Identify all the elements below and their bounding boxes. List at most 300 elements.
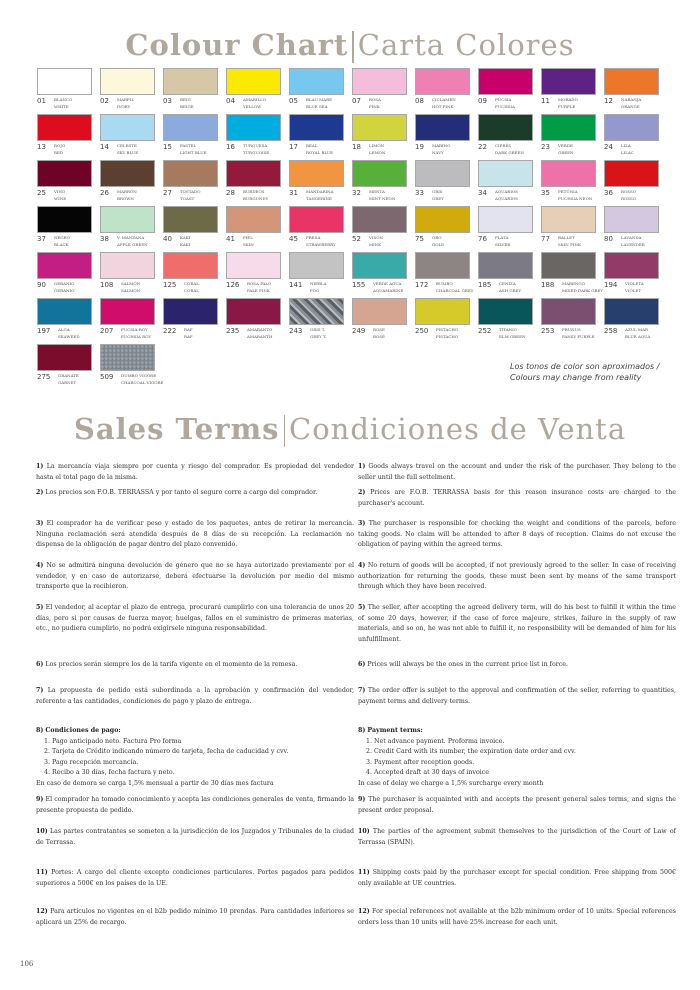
term-text: For special references not available at the b2b minimum order of 10 units. Special references orders less than 10 units will have 25% increase for each unit.	[358, 908, 676, 926]
swatch-name-es: PRUNUS	[562, 327, 581, 332]
swatch-name-es: LIMÓN	[369, 143, 385, 148]
colour-swatch	[478, 160, 541, 206]
colour-swatch	[289, 252, 352, 298]
colour-swatch	[604, 206, 667, 252]
colour-swatch	[37, 160, 100, 206]
swatch-row	[37, 252, 667, 298]
colour-swatch	[352, 68, 415, 114]
swatch-name-en: SKY BLUE	[117, 150, 139, 155]
sales-term-item	[36, 907, 354, 928]
swatch-name-en: AQUARIOS	[495, 196, 518, 201]
payment-option: 2. Credit Card with its number, the expiration date order and cvv.	[366, 748, 576, 755]
swatch-color-box	[163, 114, 218, 141]
swatch-name-en: FUCHSIA NEON	[558, 196, 593, 201]
swatch-name-en: DARK GREEN	[495, 150, 524, 155]
swatch-color-box	[352, 68, 407, 95]
colour-swatch	[37, 114, 100, 160]
term-text: El comprador ha tomado conocimiento y acepta las condiciones generales de venta, firmando la presente propuesta de pedido.	[36, 796, 354, 814]
term-text: The purchaser is responsible for checking the weight and conditions of the parcels, before taking goods. No claim will be attended to after 8 days of reception. Claims do not excuse the obligation of paying within the agreed terms.	[358, 520, 676, 548]
swatch-color-box	[415, 206, 470, 233]
swatch-name-en: BEIGE	[180, 104, 194, 109]
swatch-code: 32	[352, 189, 361, 197]
swatch-name-en: WINE	[54, 196, 67, 201]
note-line-en: Colours may change from reality	[510, 373, 642, 382]
swatch-color-box	[541, 206, 596, 233]
term-heading: Condiciones de pago:	[45, 727, 121, 734]
swatch-code: 38	[100, 235, 109, 243]
swatch-name-es: SALMÓN	[121, 281, 141, 286]
swatch-code: 19	[415, 143, 424, 151]
colour-swatch	[100, 114, 163, 160]
sales-term-item	[36, 561, 354, 593]
term-number: 4)	[36, 562, 44, 569]
colour-swatch	[478, 114, 541, 160]
colour-swatch	[415, 68, 478, 114]
swatch-name-en: MINK	[369, 242, 382, 247]
colour-swatch	[352, 298, 415, 344]
colour-swatch	[541, 160, 604, 206]
colour-swatch	[604, 252, 667, 298]
term-text: The seller, after accepting the agreed delivery term, will do his best to fulfill it within the time of some 20 days, however, if the case of force majeure, strikes, failure in the supply of raw materials, and so on, he was not able to fulfill it, no responsibility will be demanded of him for his unfulfillment.	[358, 604, 676, 643]
swatch-row	[37, 68, 667, 114]
swatch-code: 37	[37, 235, 46, 243]
swatch-code: 09	[478, 97, 487, 105]
swatch-name-en: IVORY	[117, 104, 131, 109]
swatch-color-box	[100, 68, 155, 95]
swatch-name-en: HOT PINK	[432, 104, 454, 109]
title-divider	[352, 31, 354, 63]
colour-swatch	[289, 68, 352, 114]
swatch-color-box	[100, 206, 155, 233]
swatch-color-box	[478, 68, 533, 95]
term-number: 9)	[358, 796, 366, 803]
swatch-name-es: V. MANZANA	[117, 235, 145, 240]
swatch-code: 36	[604, 189, 613, 197]
swatch-code: 253	[541, 327, 555, 335]
sales-term-item	[36, 686, 354, 707]
swatch-name-en: ELM GREEN	[499, 334, 526, 339]
colour-swatch	[289, 206, 352, 252]
swatch-code: 34	[478, 189, 487, 197]
colour-swatch	[100, 344, 163, 390]
colour-swatch	[100, 298, 163, 344]
term-number: 2)	[358, 489, 366, 496]
swatch-name-en: GREY T.	[310, 334, 327, 339]
swatch-name-en: FUCHSIA ROY	[121, 334, 152, 339]
swatch-code: 40	[163, 235, 172, 243]
term-text: No se admitirá ninguna devolución de género que no se haya autorizado previamente por el vendedor, y en caso de autorizarse, deberá efectuarse la devolución por medio del mismo transporte que la recibieron.	[36, 562, 354, 590]
colour-swatch	[289, 298, 352, 344]
swatch-row	[37, 298, 667, 344]
payment-option: 1. Net advance payment. Proforma invoice.	[366, 737, 505, 745]
swatch-color-box	[604, 206, 659, 233]
swatch-code: 76	[478, 235, 487, 243]
colour-swatch	[163, 160, 226, 206]
term-number: 6)	[358, 661, 366, 668]
swatch-name-es: MARENGO	[562, 281, 585, 286]
swatch-color-box	[163, 160, 218, 187]
swatch-name-es: AQUARIOS	[495, 189, 518, 194]
colour-swatch	[478, 68, 541, 114]
swatch-color-box	[289, 114, 344, 141]
swatch-name-es: MARINO	[432, 143, 451, 148]
swatch-code: 185	[478, 281, 492, 289]
sales-term-item	[36, 462, 354, 483]
term-text: Prices will always be the ones in the current price list in force.	[367, 661, 569, 668]
colour-swatch	[541, 68, 604, 114]
colour-swatch	[541, 298, 604, 344]
payment-option: 1. Pago anticipado neto. Factura Pro forma	[44, 737, 182, 745]
swatch-name-es: REAL	[306, 143, 318, 148]
swatch-name-en: LAVENDER	[621, 242, 645, 247]
term-number: 1)	[358, 463, 366, 470]
term-number: 2)	[36, 489, 44, 496]
swatch-code: 07	[352, 97, 361, 105]
term-number: 3)	[36, 520, 44, 527]
payment-option: 3. Payment after reception goods.	[366, 758, 475, 766]
swatch-name-en: ROSÉ	[373, 334, 385, 339]
term-text: Shipping costs paid by the purchaser except for special condition. Free shipping from 500€ only available at UE countries.	[358, 869, 676, 887]
swatch-color-box	[352, 298, 407, 325]
sales-term-item	[358, 660, 676, 671]
swatch-color-box	[289, 68, 344, 95]
term-number: 8)	[36, 727, 44, 734]
swatch-name-es: MENTA	[369, 189, 385, 194]
sales-term-item	[358, 868, 676, 889]
swatch-code: 08	[415, 97, 424, 105]
colour-swatch	[352, 114, 415, 160]
swatch-code: 04	[226, 97, 235, 105]
term-number: 11)	[358, 869, 370, 876]
swatch-name-es: BEIG	[180, 97, 191, 102]
term-text: Portes: A cargo del cliente excepto condiciones particulares. Portes pagados para pedidos superiores a 500€ en los países de la UE.	[36, 869, 354, 887]
swatch-name-en: SALMON	[121, 288, 141, 293]
swatch-name-en: CHARCOAL GREY	[436, 288, 474, 293]
swatch-name-en: NAVY	[432, 150, 444, 155]
colour-swatch	[37, 298, 100, 344]
colour-swatch	[604, 298, 667, 344]
swatch-name-en: PISTACHO	[436, 334, 459, 339]
swatch-name-es: LILA	[621, 143, 631, 148]
swatch-name-en: BROWN	[117, 196, 134, 201]
sales-term-item	[36, 868, 354, 889]
swatch-name-es: NEGRO	[54, 235, 70, 240]
term-text: In case of delay we charge a 1,5% surcharge every month	[358, 779, 544, 787]
sales-term-item	[36, 827, 354, 848]
swatch-code: 194	[604, 281, 618, 289]
swatch-code: 05	[289, 97, 298, 105]
swatch-name-en: RAF	[184, 334, 193, 339]
colour-swatch	[541, 114, 604, 160]
swatch-color-box	[37, 114, 92, 141]
swatch-name-es: GERANIO	[54, 281, 75, 286]
swatch-name-en: ROYAL BLUE	[306, 150, 334, 155]
swatch-color-box	[541, 298, 596, 325]
term-text: La mercancía viaja siempre por cuenta y riesgo del comprador. Es propiedad del vendedor hasta el total pago de la misma.	[36, 463, 354, 481]
swatch-code: 235	[226, 327, 240, 335]
swatch-code: 28	[226, 189, 235, 197]
term-number: 10)	[36, 828, 48, 835]
swatch-color-box	[478, 298, 533, 325]
swatch-name-en: CORAL	[184, 288, 199, 293]
swatch-name-es: AMARANTO	[247, 327, 273, 332]
swatch-color-box	[226, 206, 281, 233]
colour-swatch	[163, 252, 226, 298]
swatch-name-es: FUCSIA ROY	[121, 327, 148, 332]
term-text: Las partes contratantes se someten a la jurisdicción de los Juzgados y Tribunales de la ciudad de Terrassa.	[36, 828, 354, 846]
swatch-row	[37, 206, 667, 252]
swatch-name-es: PISTACHO	[436, 327, 459, 332]
colour-swatch	[163, 298, 226, 344]
swatch-code: 45	[289, 235, 298, 243]
swatch-color-box	[415, 252, 470, 279]
colour-swatch	[415, 160, 478, 206]
term-number: 5)	[36, 604, 44, 611]
colour-swatch	[100, 68, 163, 114]
swatch-name-es: NARANJA	[621, 97, 642, 102]
term-number: 1)	[36, 463, 44, 470]
swatch-code: 75	[415, 235, 424, 243]
swatch-name-en: GREY	[432, 196, 444, 201]
swatch-code: 125	[163, 281, 177, 289]
swatch-name-en: LIGHT BLUE	[180, 150, 207, 155]
term-text: El vendedor, al aceptar el plazo de entrega, procurará cumplirlo con una tolerancia de unos 20 días, pero si por causas de fuerza mayor, huelgas, fallos en el suministro de primeras materias, etc., no pudiera cumplirlo, no podrá exigírsele ninguna responsabilidad.	[36, 604, 354, 632]
colour-swatch	[163, 114, 226, 160]
swatch-code: 26	[100, 189, 109, 197]
swatch-name-en: PINK	[369, 104, 380, 109]
swatch-color-box	[163, 252, 218, 279]
swatch-name-es: GRIS	[432, 189, 443, 194]
swatch-color-box	[478, 114, 533, 141]
term-number: 7)	[36, 687, 44, 694]
swatch-name-en: ASH GREY	[499, 288, 522, 293]
swatch-name-es: CENIZA	[499, 281, 516, 286]
swatch-name-en: ORANGE	[621, 104, 640, 109]
swatch-color-box	[37, 160, 92, 187]
swatch-name-en: ROSSO	[621, 196, 636, 201]
sales-term-item	[358, 907, 676, 928]
swatch-name-es: GRIS T.	[310, 327, 326, 332]
sales-terms-title	[0, 412, 700, 447]
colour-swatch	[415, 298, 478, 344]
colour-swatch	[226, 68, 289, 114]
swatch-code: 197	[37, 327, 51, 335]
sales-term-item	[36, 660, 354, 671]
swatch-name-es: ALGA	[58, 327, 70, 332]
swatch-code: 31	[289, 189, 298, 197]
swatch-color-box	[352, 114, 407, 141]
swatch-color-box	[226, 298, 281, 325]
colour-swatch	[163, 206, 226, 252]
swatch-color-box	[100, 344, 155, 371]
swatch-color-box	[415, 68, 470, 95]
swatch-name-es: FRESA	[306, 235, 321, 240]
swatch-name-es: ROJO	[54, 143, 66, 148]
swatch-color-box	[226, 114, 281, 141]
swatch-name-es: VINO	[54, 189, 66, 194]
swatch-name-en: YELLOW	[243, 104, 262, 109]
swatch-name-es: CICLAMEN	[432, 97, 456, 102]
swatch-color-box	[100, 298, 155, 325]
swatch-name-es: ROSE	[373, 327, 385, 332]
colour-swatch	[541, 252, 604, 298]
term-number: 9)	[36, 796, 44, 803]
colour-swatch	[289, 160, 352, 206]
swatch-color-box	[226, 160, 281, 187]
swatch-code: 80	[604, 235, 613, 243]
swatch-name-es: TOSTADO	[180, 189, 201, 194]
swatch-name-en: LILAC	[621, 150, 634, 155]
swatch-row	[37, 160, 667, 206]
swatch-name-es: ROSSO	[621, 189, 636, 194]
swatch-code: 188	[541, 281, 555, 289]
swatch-code: 52	[352, 235, 361, 243]
swatch-name-es: BUMBO	[436, 281, 453, 286]
sales-term-item	[358, 603, 676, 645]
term-number: 3)	[358, 520, 366, 527]
swatch-name-es: VISÓN	[369, 235, 383, 240]
swatch-name-en: AQUAMARINE	[373, 288, 404, 293]
swatch-code: 17	[289, 143, 298, 151]
colour-swatch	[478, 298, 541, 344]
term-number: 7)	[358, 687, 366, 694]
swatch-name-es: TITANIO	[499, 327, 517, 332]
sales-term-item	[358, 488, 676, 509]
swatch-name-en: CHARCOAL VIGORE	[121, 380, 164, 385]
swatch-color-box	[604, 68, 659, 95]
swatch-color-box	[541, 252, 596, 279]
swatch-name-en: GOLD	[432, 242, 445, 247]
sales-terms-title-es: Condiciones de Venta	[289, 412, 627, 446]
swatch-name-es: PLATA	[495, 235, 509, 240]
swatch-name-en: GARNET	[58, 380, 77, 385]
swatch-row	[37, 114, 667, 160]
swatch-color-box	[163, 298, 218, 325]
swatch-name-es: GRANATE	[58, 373, 79, 378]
term-text: El comprador ha de verificar peso y estado de los paquetes, antes de retirar la mercancía. Ninguna reclamación será atendida después de 8 días de su recepción. La reclamación no dispensa de la obligación de pagar dentro del plazo convenido.	[36, 520, 354, 548]
colour-swatch	[289, 114, 352, 160]
swatch-code: 275	[37, 373, 51, 381]
swatch-color-box	[163, 206, 218, 233]
colour-disclaimer-note	[510, 361, 659, 383]
swatch-code: 90	[37, 281, 46, 289]
swatch-color-box	[289, 160, 344, 187]
sales-term-item	[358, 795, 676, 816]
swatch-code: 141	[289, 281, 303, 289]
swatch-name-en: STRAWBERRY	[306, 242, 336, 247]
colour-swatch	[478, 206, 541, 252]
swatch-color-box	[289, 298, 344, 325]
swatch-code: 24	[604, 143, 613, 151]
swatch-name-en: SKIN	[243, 242, 254, 247]
swatch-color-box	[478, 252, 533, 279]
colour-swatch	[541, 206, 604, 252]
swatch-name-es: ORO	[432, 235, 442, 240]
swatch-color-box	[100, 114, 155, 141]
swatch-name-en: BLACK	[54, 242, 69, 247]
colour-swatch	[604, 68, 667, 114]
swatch-color-box	[352, 252, 407, 279]
swatch-color-box	[100, 252, 155, 279]
colour-swatch	[415, 206, 478, 252]
term-text: The purchaser is acquainted with and accepts the present general sales terms, and signs the present order proposal.	[358, 796, 676, 814]
swatch-name-en: GREEN	[558, 150, 574, 155]
term-text: No return of goods will be accepted, if not previously agreed to the seller. In case of receiving authorization for returning the goods, these must been sent by means of the same transport through which they have been received.	[358, 562, 676, 590]
swatch-name-es: MARRÓN	[117, 189, 137, 194]
swatch-name-en: LEMON	[369, 150, 386, 155]
swatch-color-box	[289, 206, 344, 233]
swatch-name-es: BLANCO	[54, 97, 73, 102]
swatch-code: 03	[163, 97, 172, 105]
swatch-name-es: MANDARINA	[306, 189, 334, 194]
swatch-code: 108	[100, 281, 114, 289]
payment-option: 2. Tarjeta de Crédito indicando número de tarjeta, fecha de caducidad y cvv.	[44, 748, 289, 755]
swatch-name-es: KAKI	[180, 235, 191, 240]
colour-swatch	[163, 68, 226, 114]
swatch-color-box	[163, 68, 218, 95]
swatch-color-box	[541, 114, 596, 141]
swatch-name-en: BLUE SEA	[306, 104, 328, 109]
colour-swatch	[100, 252, 163, 298]
sales-term-item	[358, 686, 676, 707]
payment-option: 4. Accepted draft at 30 days of invoice	[366, 769, 489, 776]
swatch-name-es: PASTEL	[180, 143, 197, 148]
colour-swatch	[352, 252, 415, 298]
swatch-name-en: VIOLET	[625, 288, 641, 293]
swatch-color-box	[37, 344, 92, 371]
colour-swatch	[100, 160, 163, 206]
swatch-name-en: APPLE GREEN	[117, 242, 148, 247]
sales-term-item	[358, 519, 676, 551]
swatch-name-en: BURGUNDY	[243, 196, 269, 201]
swatch-code: 33	[415, 189, 424, 197]
swatch-name-en: FOG	[310, 288, 320, 293]
swatch-color-box	[226, 68, 281, 95]
colour-swatch	[37, 252, 100, 298]
swatch-name-en: SILVER	[495, 242, 511, 247]
swatch-name-en: MINT NEON	[369, 196, 396, 201]
term-heading: Payment terms:	[367, 727, 423, 734]
swatch-color-box	[37, 68, 92, 95]
payment-option: 3. Pago recepción mercancía.	[44, 758, 139, 766]
swatch-name-en: WHITE	[54, 104, 69, 109]
swatch-color-box	[604, 252, 659, 279]
swatch-name-en: BLUE AQUA	[625, 334, 651, 339]
swatch-color-box	[415, 114, 470, 141]
colour-swatch	[604, 114, 667, 160]
swatch-name-en: PURPLE	[558, 104, 576, 109]
colour-swatch	[226, 206, 289, 252]
swatch-code: 41	[226, 235, 235, 243]
swatch-code: 155	[352, 281, 366, 289]
sales-term-item	[36, 726, 354, 789]
sales-term-item	[358, 561, 676, 593]
note-line-es: Los tonos de color son aproximados /	[510, 362, 660, 371]
swatch-code: 509	[100, 373, 114, 381]
term-number: 4)	[358, 562, 366, 569]
term-number: 10)	[358, 828, 370, 835]
swatch-name-en: SKIN PINK	[558, 242, 581, 247]
sales-term-item	[36, 603, 354, 635]
swatch-code: 12	[604, 97, 613, 105]
swatch-color-box	[604, 298, 659, 325]
swatch-name-es: NIEBLA	[310, 281, 327, 286]
swatch-code: 77	[541, 235, 550, 243]
swatch-code: 172	[415, 281, 429, 289]
term-text: The order offer is subjet to the approval and confirmation of the seller, referring to quantities, payment terms and delivery terms.	[358, 687, 676, 705]
swatch-name-es: PETÚNIA	[558, 189, 578, 194]
swatch-color-box	[37, 206, 92, 233]
